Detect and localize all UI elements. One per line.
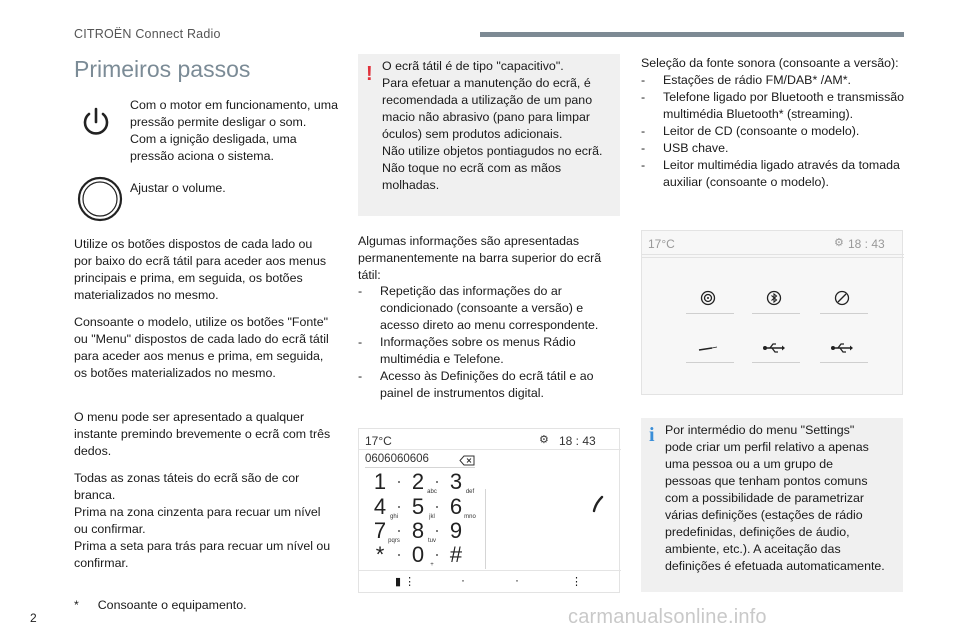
- info-text: Por intermédio do menu "Settings" pode criar um perfil relativo a apenas uma pessoa ou a um grupo de pessoas que tenham pontos comuns com a possibilidade de parametrizar várias definições (estações de rádio predefinidas, definições de áudio, ambiente, etc.). A aceitação das definições é efetuada automaticamente.: [665, 423, 885, 573]
- keypad-separator: [436, 530, 438, 532]
- keypad-key[interactable]: 2: [411, 469, 425, 494]
- keypad-separator: [436, 554, 438, 556]
- settings-icon[interactable]: ⚙: [834, 237, 844, 249]
- list-item: - Telefone ligado por Bluetooth e transmissão multimédia Bluetooth* (streaming).: [641, 90, 905, 121]
- footnote-mark: *: [74, 598, 79, 612]
- temperature-readout[interactable]: 17°C: [648, 237, 675, 251]
- power-icon: [78, 104, 114, 145]
- usb-source-button[interactable]: [762, 341, 786, 359]
- clock-readout: 18 : 43: [848, 237, 885, 251]
- keypad-key[interactable]: 6: [449, 494, 463, 519]
- cd-source-button[interactable]: [834, 290, 850, 311]
- bluetooth-source-button[interactable]: [766, 290, 782, 311]
- keypad-key[interactable]: 9: [449, 518, 463, 543]
- keypad-key[interactable]: 3: [449, 469, 463, 494]
- keypad-separator: [398, 506, 400, 508]
- topbar-intro: Algumas informações são apresentadas permanentemente na barra superior do ecrã tátil:: [358, 234, 602, 282]
- bottom-bar-item[interactable]: ·: [461, 573, 465, 587]
- call-button[interactable]: [591, 495, 605, 518]
- topbar-list: [358, 283, 620, 402]
- info-box: [641, 418, 903, 592]
- aux-source-button[interactable]: [698, 341, 718, 359]
- page-number: 2: [30, 611, 37, 625]
- keypad-key-letters: ghi: [389, 514, 398, 520]
- usb-media-source-button[interactable]: [830, 341, 854, 359]
- keypad-key-letters: abc: [427, 489, 437, 495]
- paragraph-source-menu: Consoante o modelo, utilize os botões "Fonte" ou "Menu" dispostos de cada lado do ecrã tátil para aceder aos menus e prima, em seguida, os botões materializados no mesmo.: [74, 315, 329, 380]
- keypad-key-letters: tuv: [427, 538, 436, 544]
- list-item: - Acesso às Definições do ecrã tátil e ao painel de instrumentos digital.: [358, 369, 594, 400]
- list-item: - Estações de rádio FM/DAB* /AM*.: [641, 73, 851, 87]
- keypad-separator: [436, 506, 438, 508]
- warning-text: O ecrã tátil é de tipo "capacitivo". Para efetuar a manutenção do ecrã, é recomendada a utilização de um pano macio não abrasivo (pano para limpar óculos) sem produtos adicionais. Não utilize objetos pontiagudos no ecrã. Não toque no ecrã com as mãos molhadas.: [382, 59, 603, 192]
- list-item: - Leitor de CD (consoante o modelo).: [641, 124, 860, 138]
- list-item: - Informações sobre os menus Rádio multimédia e Telefone.: [358, 335, 576, 366]
- keypad-key[interactable]: 5: [411, 494, 425, 519]
- keypad-key[interactable]: 1: [373, 469, 387, 494]
- warning-icon: !: [366, 63, 373, 85]
- keypad-key-letters: def: [465, 489, 475, 495]
- list-item: - Leitor multimédia ligado através da tomada auxiliar (consoante o modelo).: [641, 158, 900, 189]
- list-item: - Repetição das informações do ar condicionado (consoante a versão) e acesso direto ao menu correspondente.: [358, 284, 599, 332]
- source-list: [641, 72, 911, 191]
- keypad-key[interactable]: 0: [411, 542, 425, 567]
- page-title: Primeiros passos: [74, 56, 251, 82]
- power-description: Com o motor em funcionamento, uma pressão permite desligar o som. Com a ignição desligada, uma pressão aciona o sistema.: [130, 98, 338, 163]
- paragraph-touch-zones: Todas as zonas táteis do ecrã são de cor branca. Prima na zona cinzenta para recuar um nível ou confirmar. Prima a seta para trás para recuar um nível ou confirmar.: [74, 471, 331, 570]
- keypad-key-letters: mno: [464, 514, 476, 520]
- keypad-key-letters: jkl: [429, 514, 435, 520]
- keypad-key-letters: pqrs: [388, 538, 400, 544]
- info-icon: i: [649, 424, 655, 446]
- keypad-separator: [398, 481, 400, 483]
- phone-keypad-screen: [358, 428, 620, 593]
- volume-description: Ajustar o volume.: [130, 181, 226, 195]
- keypad-key[interactable]: 8: [411, 518, 425, 543]
- clock-readout: 18 : 43: [559, 434, 596, 448]
- keypad-key[interactable]: *: [375, 542, 385, 567]
- footnote-text: Consoante o equipamento.: [97, 598, 247, 612]
- header-bar: [480, 32, 904, 37]
- radio-source-button[interactable]: [700, 290, 716, 311]
- running-header: CITROËN Connect Radio: [74, 27, 221, 41]
- dialed-number: 0606060606: [365, 453, 429, 465]
- keypad-separator: [398, 554, 400, 556]
- source-selection-screen: [641, 230, 903, 395]
- footnote: [74, 597, 247, 614]
- keypad-key-letters: +: [430, 562, 434, 568]
- source-intro: Seleção da fonte sonora (consoante a versão):: [641, 56, 899, 70]
- temperature-readout[interactable]: 17°C: [365, 434, 392, 448]
- volume-knob-icon: [77, 176, 123, 227]
- bottom-bar-item[interactable]: ·: [515, 573, 519, 587]
- keypad-key[interactable]: #: [449, 542, 463, 567]
- keypad-key[interactable]: 4: [373, 494, 387, 519]
- warning-box: [358, 54, 620, 216]
- keypad-separator: [398, 530, 400, 532]
- list-item: - USB chave.: [641, 141, 729, 155]
- keypad-key[interactable]: 7: [373, 518, 387, 543]
- paragraph-three-fingers: O menu pode ser apresentado a qualquer instante premindo brevemente o ecrã com três dedos.: [74, 410, 331, 458]
- keypad-separator: [436, 481, 438, 483]
- paragraph-buttons: Utilize os botões dispostos de cada lado ou por baixo do ecrã tátil para aceder aos menus principais e prima, em seguida, os botões materializados no mesmo.: [74, 237, 327, 302]
- bottom-bar-phone-icon[interactable]: ▮ ⋮: [395, 576, 416, 588]
- settings-icon[interactable]: ⚙: [539, 434, 549, 446]
- bottom-bar-menu-icon[interactable]: ⋮: [571, 576, 582, 588]
- watermark: carmanualsonline.info: [568, 606, 767, 628]
